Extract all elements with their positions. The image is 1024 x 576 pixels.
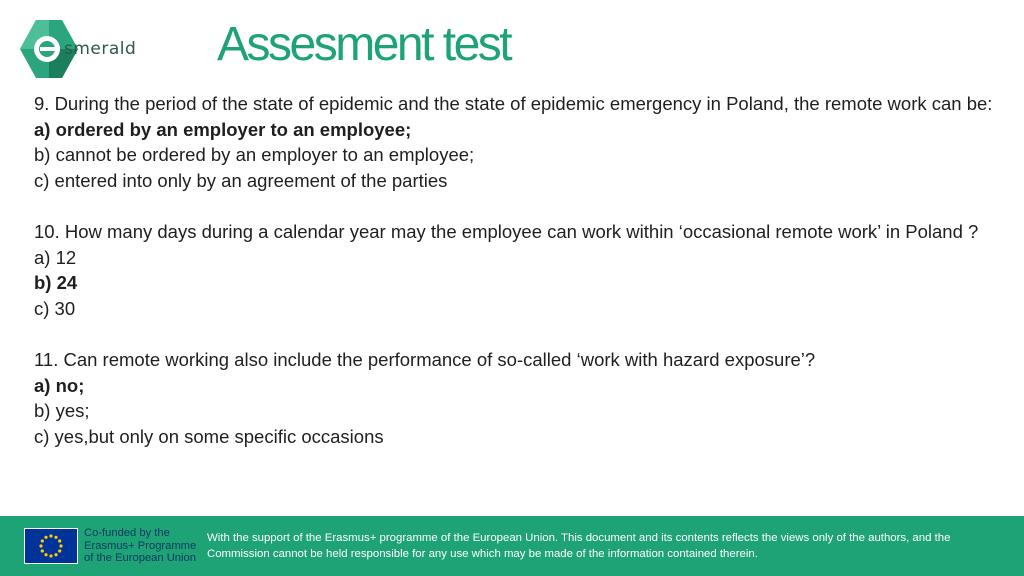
answer-option: b) yes; — [34, 400, 90, 422]
question-text: 11. Can remote working also include the performance of so-called ‘work with hazard exposure’? — [34, 348, 816, 370]
question-11 — [34, 347, 994, 449]
eu-flag-icon — [24, 528, 78, 564]
answer-option: c) entered into only by an agreement of the parties — [34, 169, 448, 191]
page-title: Assesment test — [217, 18, 511, 71]
answer-option-correct: a) ordered by an employer to an employee; — [34, 118, 412, 140]
answer-option: c) yes,but only on some specific occasions — [34, 425, 384, 447]
answer-option-correct: a) no; — [34, 374, 85, 396]
quiz-content — [34, 91, 994, 475]
footer-bar — [0, 516, 1024, 576]
disclaimer-text: With the support of the Erasmus+ programme of the European Union. This document and its contents reflects the views only of the authors, and the Commission cannot be held responsible for any use which may be made of the information contained therein. — [207, 532, 951, 560]
question-10 — [34, 219, 994, 321]
answer-option: a) 12 — [34, 246, 77, 268]
answer-option-correct: b) 24 — [34, 272, 78, 294]
logo-wordmark: smerald — [64, 39, 137, 59]
question-text: 10. How many days during a calendar year may the employee can work within ‘occasional remote work’ in Poland ? — [34, 220, 979, 242]
cofunded-label: Co-funded by the Erasmus+ Programme of the European Union — [84, 527, 197, 565]
question-9 — [34, 91, 994, 193]
answer-option: b) cannot be ordered by an employer to an employee; — [34, 144, 475, 166]
question-text: 9. During the period of the state of epidemic and the state of epidemic emergency in Poland, the remote work can be: — [34, 93, 993, 114]
answer-option: c) 30 — [34, 297, 76, 319]
esmerald-logo — [18, 18, 158, 80]
